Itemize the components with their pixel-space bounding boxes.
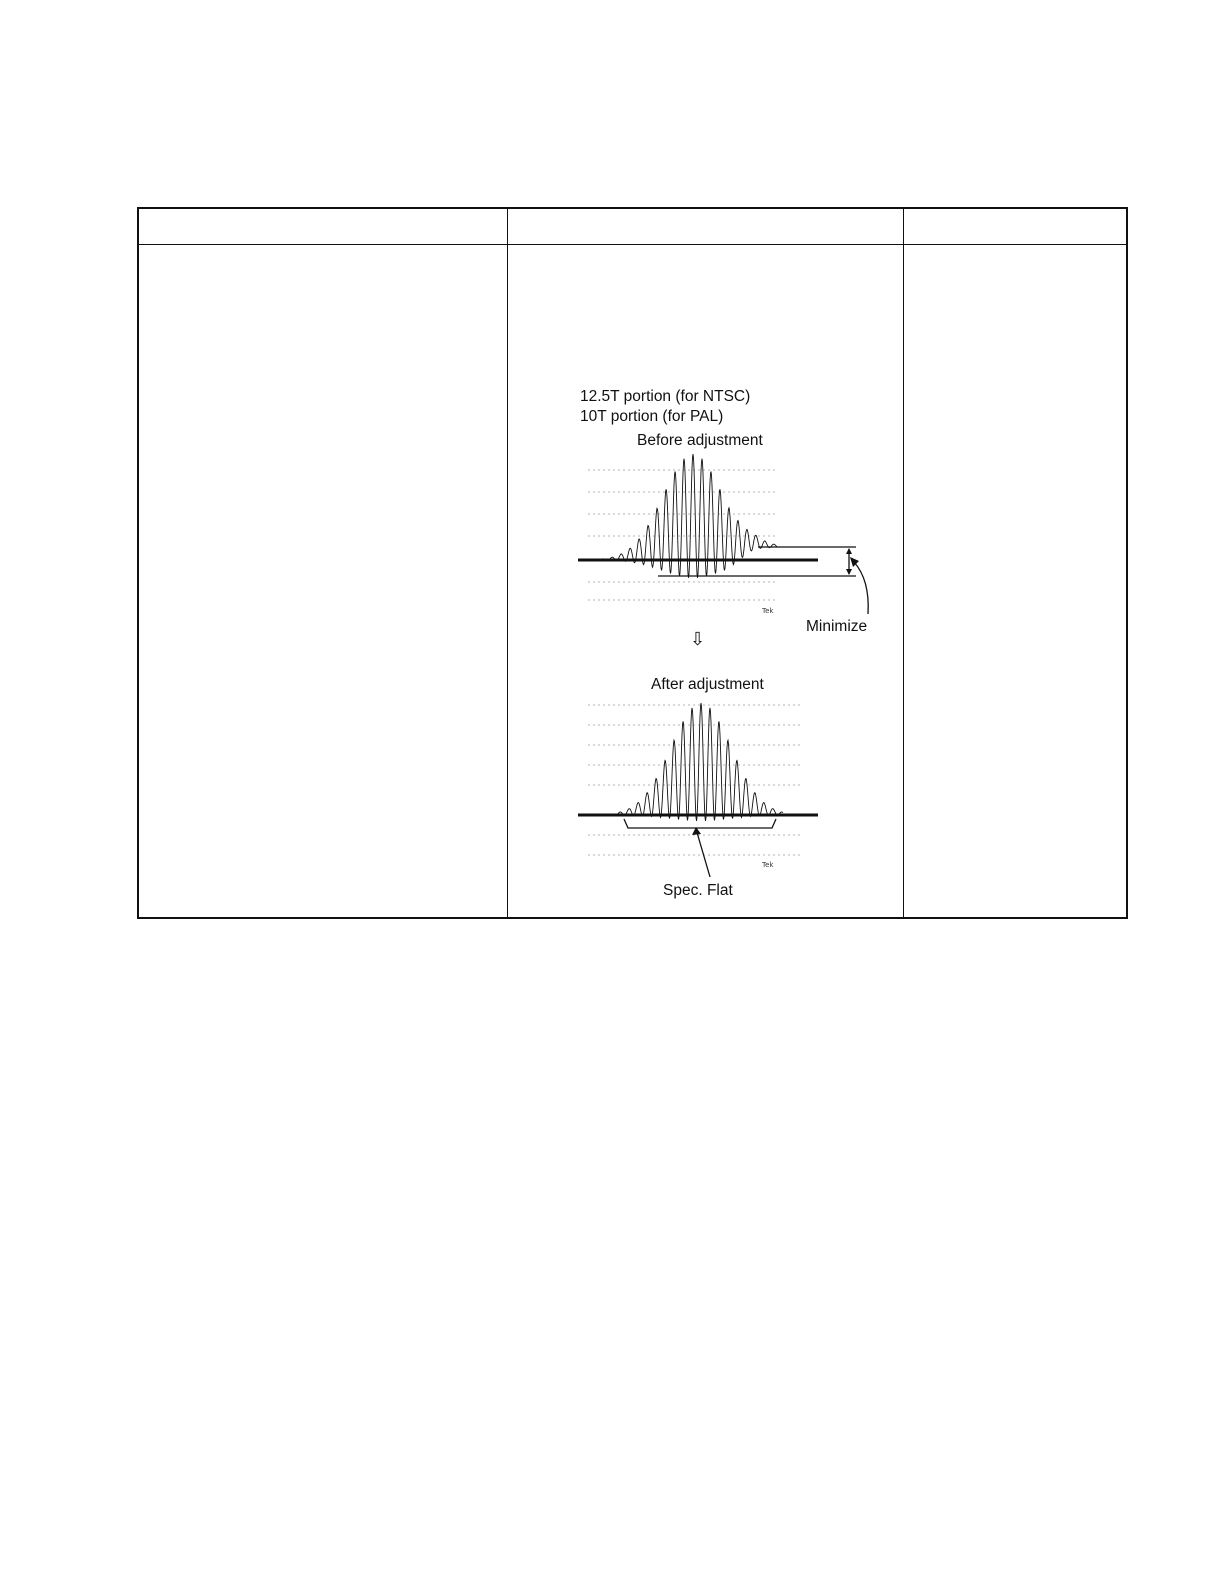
portion-ntsc-label: 12.5T portion (for NTSC) xyxy=(580,388,751,405)
minimize-pointer-line xyxy=(854,562,868,614)
dimension-arrow-down-icon xyxy=(846,569,852,575)
before-adjustment-label: Before adjustment xyxy=(637,432,763,449)
table-header-row xyxy=(139,209,1126,245)
column-divider-1 xyxy=(507,209,508,917)
column-divider-2 xyxy=(903,209,904,917)
spec-flat-pointer-line xyxy=(696,829,710,877)
after-waveform xyxy=(578,695,838,875)
down-outline-arrow-icon: ⇩ xyxy=(690,629,706,649)
spec-flat-bracket xyxy=(624,819,776,828)
before-tek-mark: Tek xyxy=(762,607,774,615)
after-tek-mark: Tek xyxy=(762,861,774,869)
after-oscillation xyxy=(618,703,783,821)
oscillation-trace xyxy=(618,703,783,821)
dimension-arrow-up-icon xyxy=(846,548,852,554)
after-adjustment-label: After adjustment xyxy=(651,676,764,693)
spec-flat-label: Spec. Flat xyxy=(663,882,733,899)
before-grid xyxy=(588,470,778,600)
minimize-pointer-arrow-icon xyxy=(850,557,859,567)
portion-pal-label: 10T portion (for PAL) xyxy=(580,408,724,425)
before-waveform xyxy=(578,450,878,620)
minimize-label: Minimize xyxy=(806,618,868,635)
